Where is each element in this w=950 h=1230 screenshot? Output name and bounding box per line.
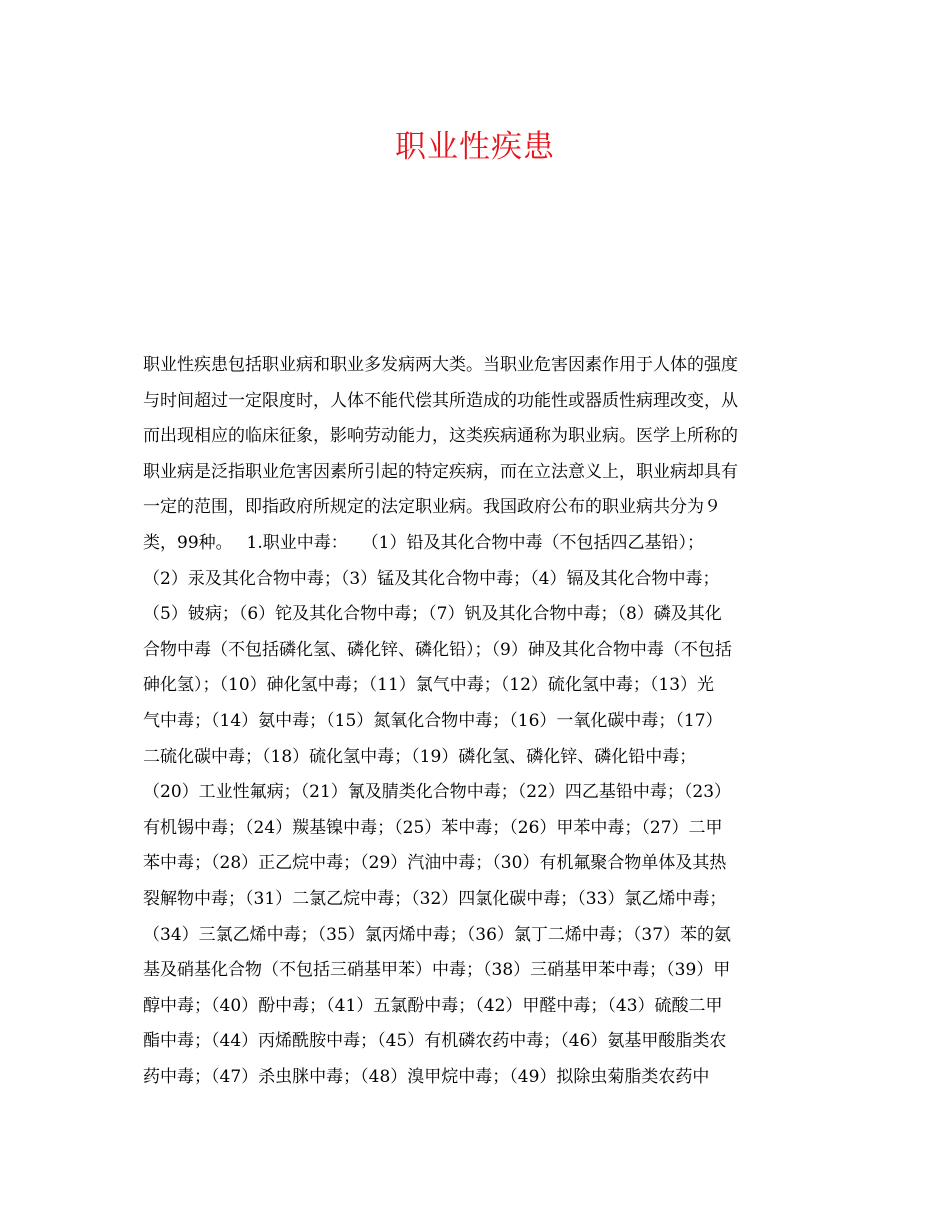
body-line: （5）铍病；（6）铊及其化合物中毒；（7）钒及其化合物中毒；（8）磷及其化	[143, 604, 722, 625]
body-line: 气中毒；（14）氨中毒；（15）氮氧化合物中毒；（16）一氧化碳中毒；（17）	[143, 710, 723, 731]
body-line: 与时间超过一定限度时，人体不能代偿其所造成的功能性或器质性病理改变，从	[143, 390, 738, 411]
body-line: 裂解物中毒；（31）二氯乙烷中毒；（32）四氯化碳中毒；（33）氯乙烯中毒；	[143, 888, 727, 909]
body-line: 合物中毒（不包括磷化氢、磷化锌、磷化铅）；（9）砷及其化合物中毒（不包括	[143, 639, 732, 660]
body-line: 二硫化碳中毒；（18）硫化氢中毒；（19）磷化氢、磷化锌、磷化铅中毒；	[143, 746, 697, 767]
body-line: 基及硝基化合物（不包括三硝基甲苯）中毒；（38）三硝基甲苯中毒；（39）甲	[143, 960, 731, 981]
body-line: 醇中毒；（40）酚中毒；（41）五氯酚中毒；（42）甲醛中毒；（43）硫酸二甲	[143, 995, 723, 1016]
body-line: 药中毒；（47）杀虫脒中毒；（48）溴甲烷中毒；（49）拟除虫菊脂类农药中	[143, 1066, 710, 1087]
document-body	[143, 348, 818, 1095]
body-line: 一定的范围，即指政府所规定的法定职业病。我国政府公布的职业病共分为９	[143, 497, 721, 518]
body-line: 类，99种。 1.职业中毒： （1）铅及其化合物中毒（不包括四乙基铅）；	[143, 532, 704, 553]
body-line: 有机锡中毒；（24）羰基镍中毒；（25）苯中毒；（26）甲苯中毒；（27）二甲	[143, 817, 723, 838]
body-line: 职业病是泛指职业危害因素所引起的特定疾病，而在立法意义上，职业病却具有	[143, 461, 738, 482]
body-line: 砷化氢）；（10）砷化氢中毒；（11）氯气中毒；（12）硫化氢中毒；（13）光	[143, 675, 715, 696]
body-line: （34）三氯乙烯中毒；（35）氯丙烯中毒；（36）氯丁二烯中毒；（37）苯的氨	[143, 924, 732, 945]
body-line: （2）汞及其化合物中毒；（3）锰及其化合物中毒；（4）镉及其化合物中毒；	[143, 568, 720, 589]
document-title: 职业性疾患	[395, 129, 555, 165]
body-line: 而出现相应的临床征象，影响劳动能力，这类疾病通称为职业病。医学上所称的	[143, 426, 738, 447]
body-line: 职业性疾患包括职业病和职业多发病两大类。当职业危害因素作用于人体的强度	[143, 355, 738, 375]
body-line: 酯中毒；（44）丙烯酰胺中毒；（45）有机磷农药中毒；（46）氨基甲酸脂类农	[143, 1031, 727, 1052]
body-line: （20）工业性氟病；（21）氰及腈类化合物中毒；（22）四乙基铅中毒；（23）	[143, 782, 732, 803]
body-line: 苯中毒；（28）正乙烷中毒；（29）汽油中毒；（30）有机氟聚合物单体及其热	[143, 853, 727, 874]
